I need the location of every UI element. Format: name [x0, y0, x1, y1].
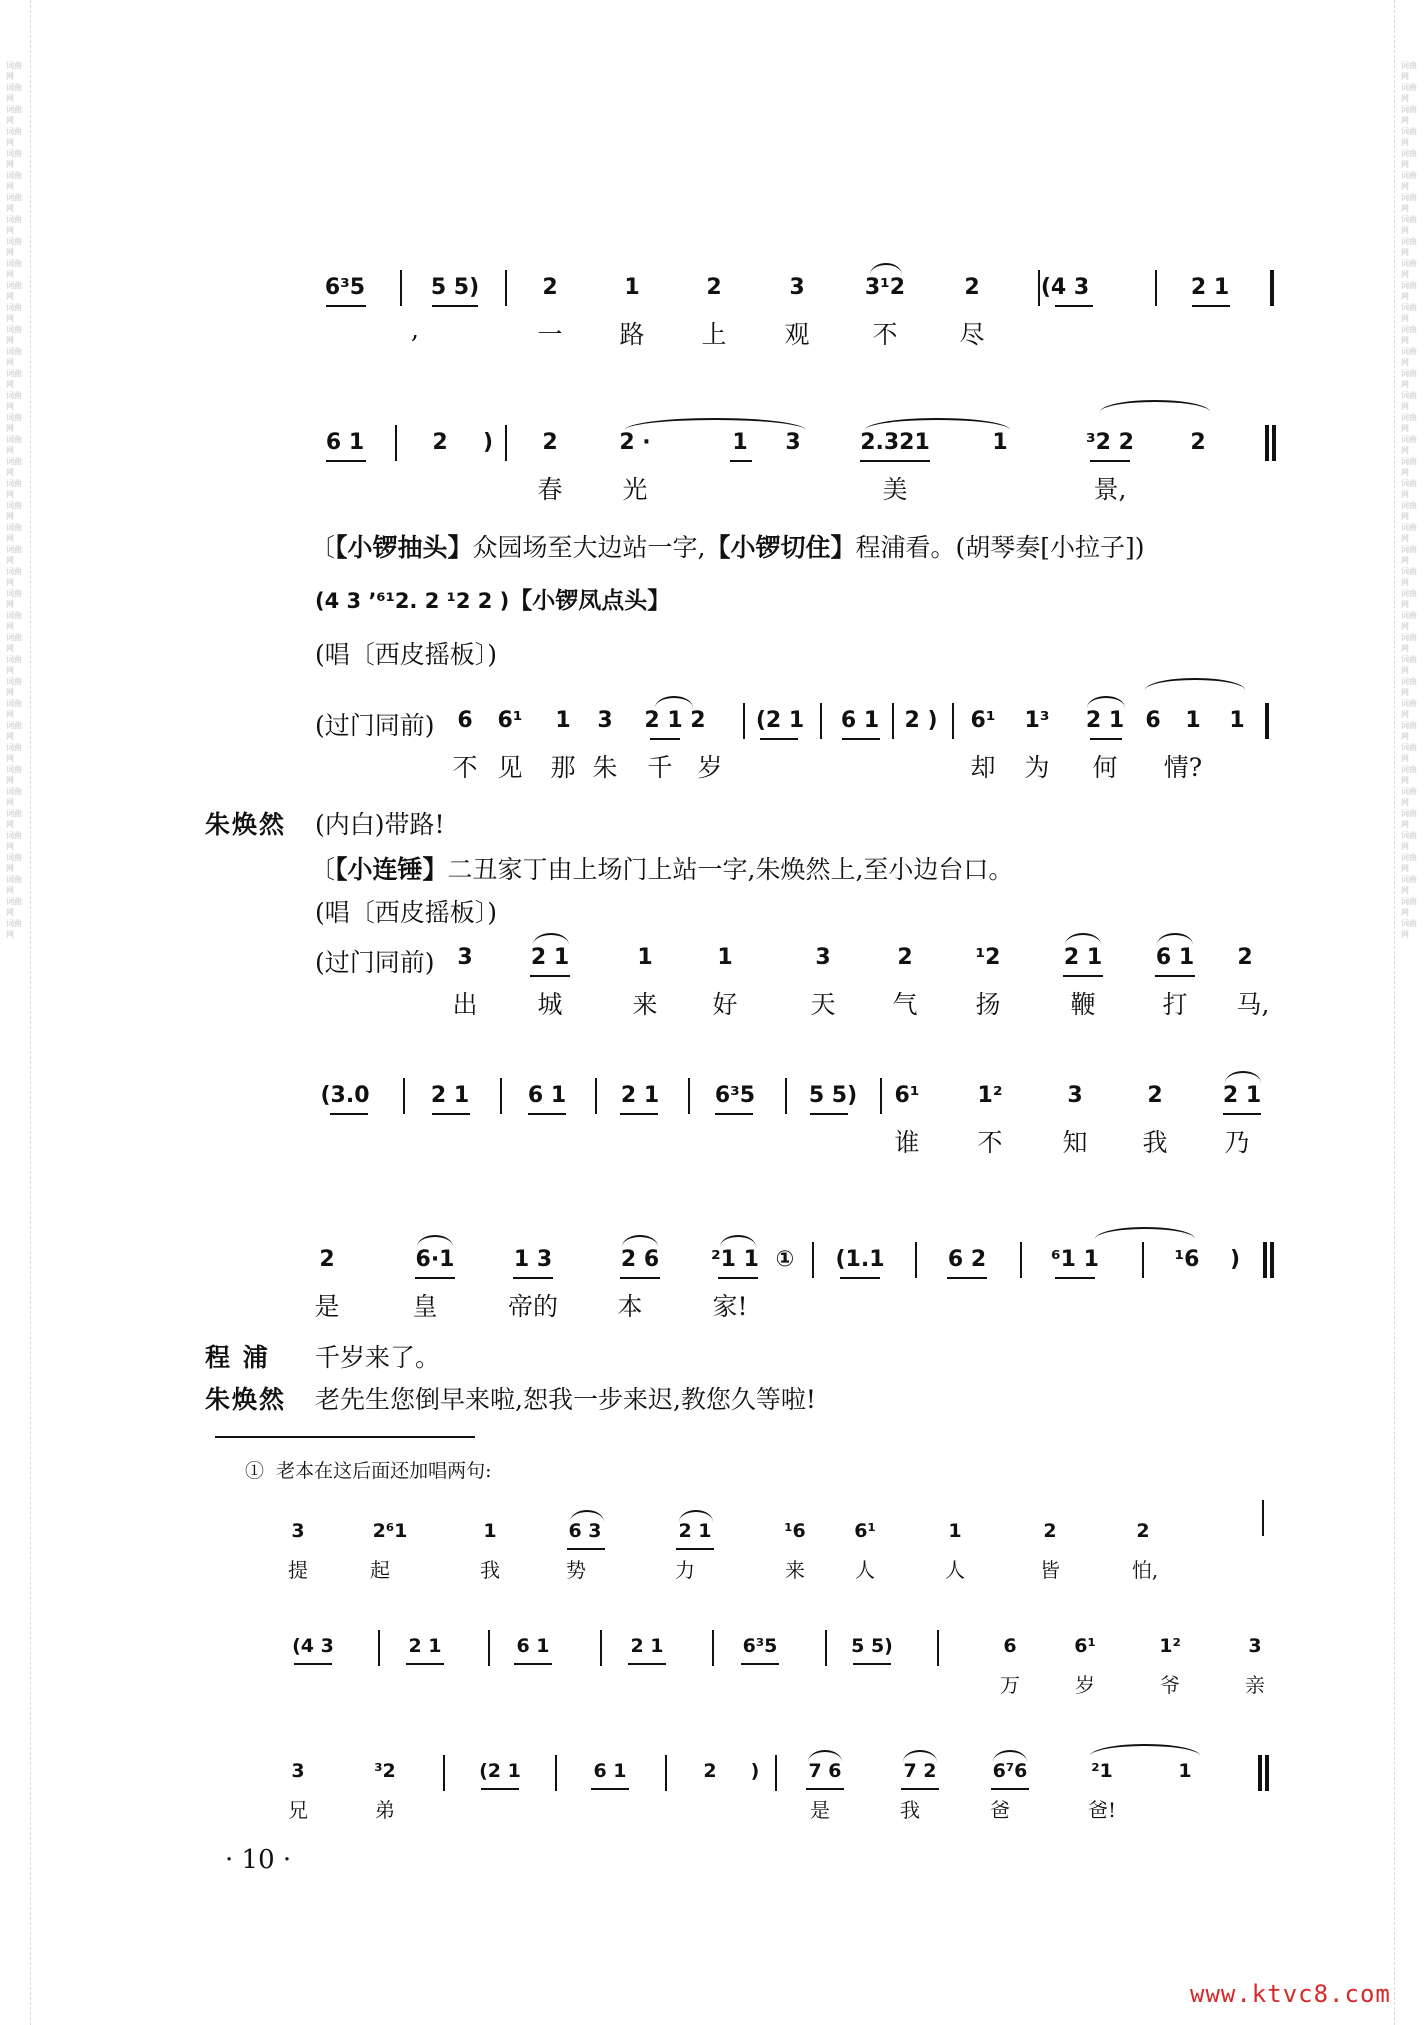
- slur: [1087, 696, 1125, 708]
- note: 2 1: [630, 1635, 664, 1657]
- lyric: 怕,: [1131, 1558, 1159, 1582]
- footnote-text: ① 老本在这后面还加唱两句:: [245, 1460, 492, 1482]
- lyric: 千: [647, 753, 673, 782]
- note: 2.321: [860, 430, 930, 455]
- lyric: 好: [712, 990, 738, 1019]
- lyric: 谁: [894, 1128, 920, 1157]
- note: 6·1: [415, 1247, 455, 1272]
- note: (3.0: [320, 1083, 370, 1108]
- note: 2 1: [408, 1635, 442, 1657]
- note: 1: [717, 945, 733, 970]
- note: 2: [1136, 1520, 1150, 1542]
- lyric: 皆: [1040, 1558, 1060, 1582]
- note: 2: [542, 430, 558, 455]
- barline: [880, 1078, 882, 1114]
- lyric: 朱: [592, 753, 618, 782]
- note: 2 1: [530, 945, 570, 970]
- note: 1 3: [513, 1247, 553, 1272]
- beam-underline: [676, 1548, 714, 1550]
- note: 1³: [1024, 708, 1050, 733]
- slur: [808, 1750, 842, 1762]
- percussion-cue: 【小锣切住】: [705, 533, 856, 562]
- note: ³2: [374, 1760, 396, 1782]
- beam-underline: [1090, 738, 1122, 740]
- note: 6 1: [516, 1635, 550, 1657]
- lyric: 岁: [697, 753, 723, 782]
- note: 2 1 2: [644, 708, 706, 733]
- lyric: 爸: [990, 1798, 1010, 1822]
- barline: [395, 425, 397, 461]
- lyric: 气: [892, 990, 918, 1019]
- lyric: 见: [497, 753, 523, 782]
- watermark-url: www.ktvc8.com: [1190, 1980, 1391, 2008]
- barline: [915, 1242, 917, 1278]
- note: 6³5: [714, 1083, 756, 1108]
- lyric: 弟: [375, 1798, 395, 1822]
- note: ¹2: [975, 945, 1001, 970]
- beam-underline: [628, 1663, 666, 1665]
- lyric: 不: [452, 753, 478, 782]
- beam-underline: [1155, 975, 1195, 977]
- note: 6¹: [894, 1083, 920, 1108]
- barline: [952, 703, 954, 739]
- barline: [1262, 1500, 1264, 1536]
- beam-underline: [514, 1663, 552, 1665]
- beam-underline: [432, 305, 478, 307]
- speech-line: (内白)带路!: [315, 810, 445, 839]
- slur: [1065, 933, 1101, 945]
- lyric: 帝的: [507, 1292, 559, 1321]
- note: 5 5): [808, 1083, 858, 1108]
- lyric: 势: [566, 1558, 586, 1582]
- barline: [595, 1078, 597, 1114]
- note: 2: [1147, 1083, 1163, 1108]
- beam-underline: [718, 1277, 758, 1279]
- lyric: 尽: [959, 320, 985, 349]
- beam-underline: [1192, 305, 1230, 307]
- lyric: 知: [1062, 1128, 1088, 1157]
- beam-underline: [415, 1277, 455, 1279]
- note: 3: [815, 945, 831, 970]
- lyric: 起: [370, 1558, 390, 1582]
- note: 2⁶1: [372, 1520, 408, 1542]
- note: 6¹: [970, 708, 996, 733]
- note: 6¹: [854, 1520, 876, 1542]
- barline: [1265, 425, 1269, 461]
- slur: [870, 263, 902, 275]
- lyric: 情?: [1163, 753, 1203, 782]
- lyric: 我: [1142, 1128, 1168, 1157]
- lyric: 爸!: [1087, 1798, 1117, 1822]
- lyric: 却: [970, 753, 996, 782]
- note: 6³5: [324, 275, 366, 300]
- speech-line: 千岁来了。: [315, 1343, 441, 1372]
- note: 6 3: [568, 1520, 602, 1542]
- lyric: 路: [619, 320, 645, 349]
- barline: [892, 703, 894, 739]
- note: 1: [483, 1520, 497, 1542]
- lyric: 人: [945, 1558, 965, 1582]
- barline: [505, 270, 507, 306]
- lyric: 马,: [1236, 990, 1270, 1019]
- percussion-cue: 【小连锤】: [335, 855, 448, 884]
- lyric: 乃: [1224, 1128, 1250, 1157]
- note: 1: [992, 430, 1008, 455]
- lyric: 力: [675, 1558, 695, 1582]
- beam-underline: [1090, 460, 1130, 462]
- barline: [443, 1755, 445, 1791]
- lyric: 美: [882, 475, 908, 504]
- note: 3¹2: [864, 275, 906, 300]
- note: 3: [785, 430, 801, 455]
- barline: [785, 1078, 787, 1114]
- barline: [400, 270, 402, 306]
- lyric: 我: [900, 1798, 920, 1822]
- slur: [993, 1750, 1027, 1762]
- beam-underline: [901, 1788, 939, 1790]
- note: 1²: [977, 1083, 1003, 1108]
- barline: [1265, 703, 1269, 739]
- aria-type-label: (唱〔西皮摇板〕): [315, 640, 498, 669]
- note: ²1: [1091, 1760, 1113, 1782]
- barline: [775, 1755, 777, 1791]
- slur: [1100, 400, 1210, 412]
- beam-underline: [842, 738, 880, 740]
- note: 2: [1190, 430, 1206, 455]
- lyric: 鞭: [1070, 990, 1096, 1019]
- beam-underline: [513, 1277, 553, 1279]
- stage-direction: 〔【小锣抽头】众园场至大边站一字,【小锣切住】程浦看。(胡琴奏[小拉子]): [310, 533, 1145, 562]
- lyric: 城: [537, 990, 563, 1019]
- note: 6 1: [325, 430, 365, 455]
- note: (1.1: [835, 1247, 885, 1272]
- lyric: 打: [1162, 990, 1188, 1019]
- slur: [570, 1510, 604, 1522]
- beam-underline: [806, 1788, 844, 1790]
- note: 1: [637, 945, 653, 970]
- note: ): [1229, 1247, 1241, 1272]
- lyric: 爷: [1160, 1673, 1180, 1697]
- note: 3: [789, 275, 805, 300]
- barline: [1258, 1755, 1262, 1791]
- lyric: ,: [411, 315, 419, 344]
- note: (4 3: [292, 1635, 334, 1657]
- lyric: 亲: [1245, 1673, 1265, 1697]
- note: 1: [624, 275, 640, 300]
- interlude-prefix: (过门同前): [315, 948, 435, 977]
- percussion-cue: 【小锣抽头】: [335, 533, 473, 562]
- lyric: 不: [977, 1128, 1003, 1157]
- lyric: 人: [855, 1558, 875, 1582]
- beam-underline: [330, 1113, 368, 1115]
- interlude-notation: (4 3 ’⁶¹2. 2 ¹2 2 )【小锣凤点头】: [315, 588, 671, 614]
- barline: [712, 1630, 714, 1666]
- note: 2: [706, 275, 722, 300]
- slur: [417, 1235, 453, 1247]
- note: 1: [1178, 1760, 1192, 1782]
- speaker-name: 朱焕然: [205, 1385, 287, 1414]
- slur: [533, 933, 569, 945]
- note: ): [482, 430, 494, 455]
- note: 6 2: [947, 1247, 987, 1272]
- slur: [1225, 1071, 1261, 1083]
- barline: [688, 1078, 690, 1114]
- beam-underline: [991, 1788, 1029, 1790]
- barline: [555, 1755, 557, 1791]
- beam-underline: [947, 1277, 987, 1279]
- note: 1: [555, 708, 571, 733]
- beam-underline: [1055, 305, 1093, 307]
- speaker-name: 朱焕然: [205, 810, 287, 839]
- lyric: 兄: [288, 1798, 308, 1822]
- note: 6³5: [742, 1635, 778, 1657]
- beam-underline: [840, 1277, 880, 1279]
- note: 1: [1185, 708, 1201, 733]
- barline: [1270, 270, 1274, 306]
- lyric: 春: [537, 475, 563, 504]
- barline: [500, 1078, 502, 1114]
- note: ³2 2: [1086, 430, 1134, 455]
- note: 3: [291, 1760, 305, 1782]
- lyric: 提: [288, 1558, 308, 1582]
- note: 2: [542, 275, 558, 300]
- note: 3: [597, 708, 613, 733]
- lyric: 家!: [712, 1292, 748, 1321]
- note: 6 1: [1155, 945, 1195, 970]
- note: 2: [1237, 945, 1253, 970]
- note: 3: [291, 1520, 305, 1542]
- percussion-cue: 【小锣凤点头】: [509, 588, 671, 614]
- lyric: 扬: [975, 990, 1001, 1019]
- lyric: 是: [810, 1798, 830, 1822]
- note: (4 3: [1040, 275, 1090, 300]
- beam-underline: [620, 1113, 658, 1115]
- stage-direction: 〔【小连锤】二丑家丁由上场门上站一字,朱焕然上,至小边台口。: [310, 855, 1014, 884]
- note: 1: [1229, 708, 1245, 733]
- beam-underline: [326, 460, 366, 462]
- beam-underline: [1055, 1277, 1095, 1279]
- beam-underline: [567, 1548, 605, 1550]
- barline: [403, 1078, 405, 1114]
- beam-underline: [406, 1663, 444, 1665]
- note: 2 1: [1063, 945, 1103, 970]
- beam-underline: [528, 1113, 566, 1115]
- interlude-prefix: (过门同前): [315, 711, 435, 740]
- note: ): [750, 1760, 760, 1782]
- slur: [865, 418, 1010, 430]
- note: 6¹: [1074, 1635, 1096, 1657]
- beam-underline: [730, 460, 752, 462]
- beam-underline: [530, 975, 570, 977]
- lyric: 不: [872, 320, 898, 349]
- barline: [1272, 425, 1276, 461]
- lyric: 皇: [412, 1292, 438, 1321]
- lyric: 为: [1024, 753, 1050, 782]
- note: 1: [948, 1520, 962, 1542]
- edge-watermark-text-right: 词曲网 词曲网 词曲网 词曲网 词曲网 词曲网 词曲网 词曲网 词曲网 词曲网 词曲网 词曲网 词曲网 词曲网 词曲网 词曲网 词曲网 词曲网 词曲网 词曲网 词曲网 词曲网 词曲网 词曲网 词曲网 词曲网 词曲网 词曲网 词曲网 词曲网 词曲网 词曲网 词曲网 词曲网 词曲网 词曲网 词曲网 词曲网 词曲网 词曲网: [1401, 61, 1417, 939]
- note: 6 1: [527, 1083, 567, 1108]
- slur: [903, 1750, 937, 1762]
- note: 2 ): [904, 708, 938, 733]
- barline: [1263, 1242, 1267, 1278]
- note: 2: [1043, 1520, 1057, 1542]
- barline: [665, 1755, 667, 1791]
- barline: [1142, 1242, 1144, 1278]
- note: 2: [964, 275, 980, 300]
- slur: [625, 418, 805, 430]
- barline: [812, 1242, 814, 1278]
- lyric: 一: [537, 320, 563, 349]
- beam-underline: [294, 1663, 332, 1665]
- barline: [488, 1630, 490, 1666]
- barline: [1155, 270, 1157, 306]
- lyric: 上: [701, 320, 727, 349]
- note: 7 2: [903, 1760, 937, 1782]
- slur: [1090, 1744, 1200, 1756]
- page-number: · 10 ·: [225, 1845, 292, 1875]
- lyric: 光: [622, 475, 648, 504]
- note: 2 1: [678, 1520, 712, 1542]
- note: 6: [457, 708, 473, 733]
- note: ⁶1 1: [1051, 1247, 1099, 1272]
- beam-underline: [760, 738, 798, 740]
- barline: [1020, 1242, 1022, 1278]
- lyric: 是: [314, 1292, 340, 1321]
- slur: [655, 696, 693, 708]
- beam-underline: [853, 1663, 891, 1665]
- note: ²1 1: [711, 1247, 759, 1272]
- note: 5 5): [430, 275, 480, 300]
- slur: [679, 1510, 713, 1522]
- note: 6 1: [840, 708, 880, 733]
- note: 1: [732, 430, 748, 455]
- barline: [1270, 1242, 1274, 1278]
- lyric: 本: [617, 1292, 643, 1321]
- lyric: 观: [784, 320, 810, 349]
- lyric: 天: [810, 990, 836, 1019]
- beam-underline: [326, 305, 366, 307]
- slur: [1145, 678, 1245, 690]
- note: 6⁷6: [992, 1760, 1028, 1782]
- note: 6¹: [497, 708, 523, 733]
- note: 2 1: [1222, 1083, 1262, 1108]
- note: 2 6: [620, 1247, 660, 1272]
- slur: [1157, 933, 1193, 945]
- note: 3: [457, 945, 473, 970]
- note: 2 1: [1190, 275, 1230, 300]
- note: 7 6: [808, 1760, 842, 1782]
- barline: [743, 703, 745, 739]
- beam-underline: [741, 1663, 779, 1665]
- lyric: 万: [1000, 1673, 1020, 1697]
- lyric: 景,: [1093, 475, 1127, 504]
- lyric: 岁: [1075, 1673, 1095, 1697]
- note: 6: [1145, 708, 1161, 733]
- note: 2: [897, 945, 913, 970]
- note: 2 1: [620, 1083, 660, 1108]
- note: 2: [703, 1760, 717, 1782]
- note: 5 5): [851, 1635, 893, 1657]
- note: ¹6: [1174, 1247, 1200, 1272]
- speaker-name: 程 浦: [205, 1343, 270, 1372]
- speech-line: 老先生您倒早来啦,恕我一步来迟,教您久等啦!: [315, 1385, 816, 1414]
- barline: [1038, 270, 1040, 306]
- lyric: 出: [452, 990, 478, 1019]
- note: 2 1: [1085, 708, 1125, 733]
- beam-underline: [432, 1113, 470, 1115]
- beam-underline: [650, 738, 680, 740]
- lyric: 我: [480, 1558, 500, 1582]
- note: 2 ·: [619, 430, 651, 455]
- beam-underline: [860, 460, 930, 462]
- lyric: 来: [785, 1558, 805, 1582]
- note: 6: [1003, 1635, 1017, 1657]
- barline: [600, 1630, 602, 1666]
- note: 2 1: [430, 1083, 470, 1108]
- note: 1²: [1159, 1635, 1181, 1657]
- beam-underline: [620, 1277, 660, 1279]
- barline: [825, 1630, 827, 1666]
- lyric: 来: [632, 990, 658, 1019]
- note: 6 1: [593, 1760, 627, 1782]
- note: 3: [1067, 1083, 1083, 1108]
- barline: [820, 703, 822, 739]
- beam-underline: [591, 1788, 629, 1790]
- slur: [1095, 1227, 1195, 1239]
- note: 2: [319, 1247, 335, 1272]
- note: (2 1: [479, 1760, 521, 1782]
- note: 2: [432, 430, 448, 455]
- footnote-rule: [215, 1436, 475, 1438]
- lyric: 那: [550, 753, 576, 782]
- beam-underline: [810, 1113, 848, 1115]
- note: (2 1: [755, 708, 805, 733]
- edge-watermark-text: 词曲网 词曲网 词曲网 词曲网 词曲网 词曲网 词曲网 词曲网 词曲网 词曲网 词曲网 词曲网 词曲网 词曲网 词曲网 词曲网 词曲网 词曲网 词曲网 词曲网 词曲网 词曲网 词曲网 词曲网 词曲网 词曲网 词曲网 词曲网 词曲网 词曲网 词曲网 词曲网 词曲网 词曲网 词曲网 词曲网 词曲网 词曲网 词曲网 词曲网: [6, 61, 22, 939]
- barline: [1265, 1755, 1269, 1791]
- aria-type-label: (唱〔西皮摇板〕): [315, 898, 498, 927]
- slur: [720, 1235, 756, 1247]
- lyric: 何: [1092, 753, 1118, 782]
- barline: [505, 425, 507, 461]
- beam-underline: [715, 1113, 753, 1115]
- footnote-mark: ①: [775, 1247, 795, 1272]
- barline: [937, 1630, 939, 1666]
- barline: [378, 1630, 380, 1666]
- slur: [622, 1235, 658, 1247]
- note: 3: [1248, 1635, 1262, 1657]
- note: ¹6: [784, 1520, 806, 1542]
- beam-underline: [1063, 975, 1103, 977]
- beam-underline: [1223, 1113, 1261, 1115]
- beam-underline: [481, 1788, 519, 1790]
